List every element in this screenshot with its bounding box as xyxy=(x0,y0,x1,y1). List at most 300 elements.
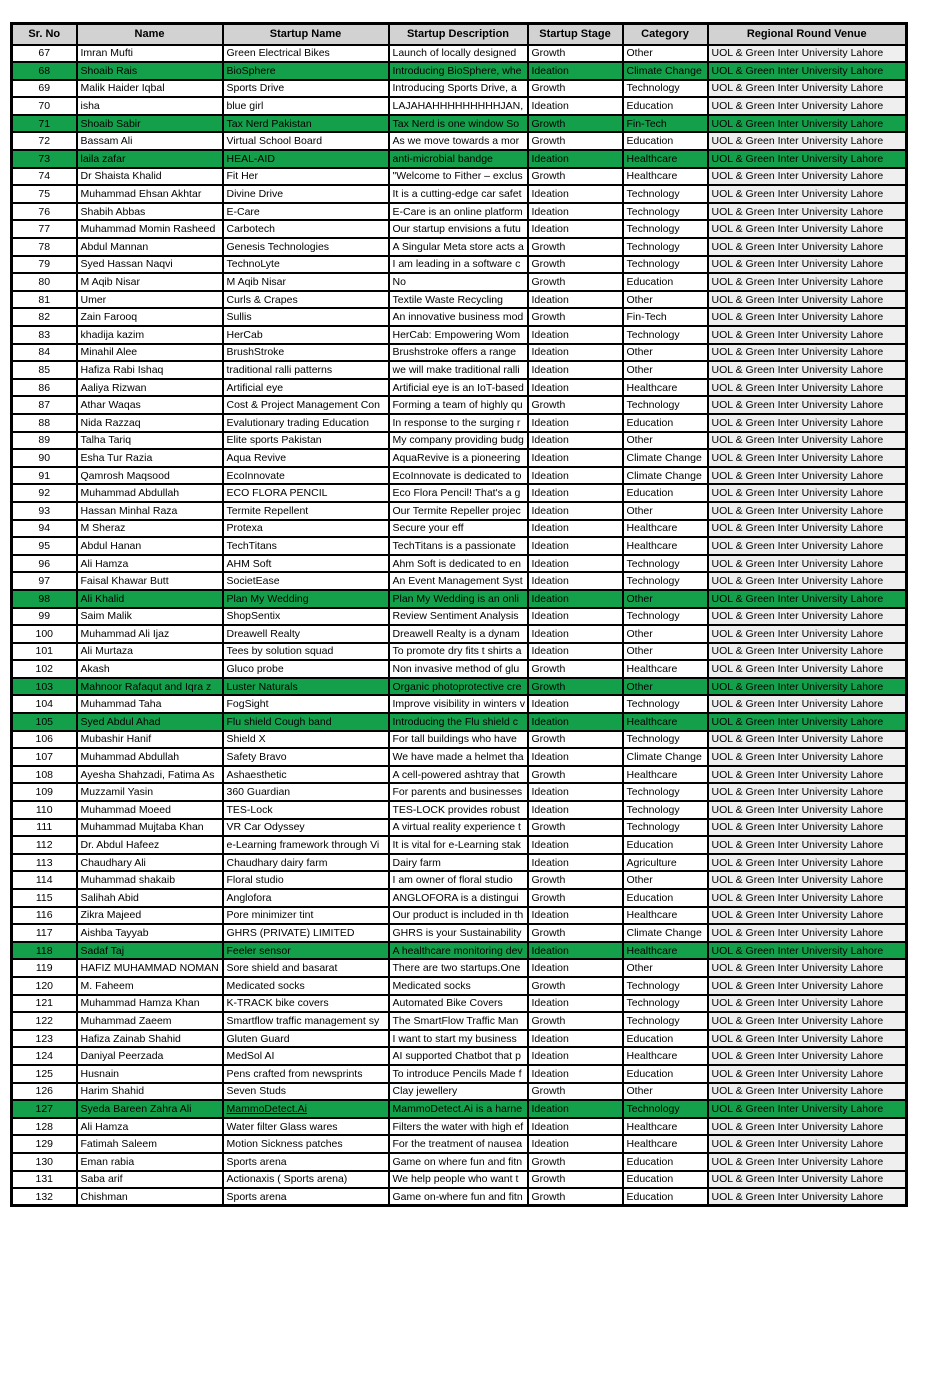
startup-stage-cell: Ideation xyxy=(528,1100,623,1118)
table-row xyxy=(12,836,907,854)
table-row xyxy=(12,942,907,960)
startup-stage-cell: Ideation xyxy=(528,379,623,397)
table-row xyxy=(12,379,907,397)
category-cell: Healthcare xyxy=(623,168,708,186)
venue-cell: UOL & Green Inter University Lahore xyxy=(708,308,907,326)
table-row xyxy=(12,132,907,150)
table-row xyxy=(12,396,907,414)
startup-name-link[interactable]: MammoDetect.Ai xyxy=(226,1102,308,1115)
startup-description-cell: To introduce Pencils Made f xyxy=(389,1065,528,1083)
sr-no-cell: 91 xyxy=(12,467,77,485)
name-cell: Hassan Minhal Raza xyxy=(77,502,223,520)
venue-cell: UOL & Green Inter University Lahore xyxy=(708,819,907,837)
startup-name-cell: Sullis xyxy=(223,308,389,326)
sr-no-cell: 113 xyxy=(12,854,77,872)
startup-description-cell: AI supported Chatbot that p xyxy=(389,1047,528,1065)
startup-name-cell: M Aqib Nisar xyxy=(223,273,389,291)
startup-description-cell: A Singular Meta store acts a xyxy=(389,238,528,256)
sr-no-cell: 127 xyxy=(12,1100,77,1118)
category-cell: Technology xyxy=(623,555,708,573)
table-row xyxy=(12,924,907,942)
startup-description-cell: Review Sentiment Analysis xyxy=(389,608,528,626)
category-cell: Healthcare xyxy=(623,379,708,397)
venue-cell: UOL & Green Inter University Lahore xyxy=(708,783,907,801)
startup-description-cell: I want to start my business xyxy=(389,1030,528,1048)
sr-no-cell: 76 xyxy=(12,203,77,221)
category-cell: Fin-Tech xyxy=(623,115,708,133)
table-row xyxy=(12,590,907,608)
sr-no-cell: 121 xyxy=(12,995,77,1013)
startup-description-cell: EcoInnovate is dedicated to xyxy=(389,467,528,485)
sr-no-cell: 122 xyxy=(12,1012,77,1030)
name-cell: Muhammad Hamza Khan xyxy=(77,995,223,1013)
sr-no-cell: 71 xyxy=(12,115,77,133)
category-cell: Technology xyxy=(623,783,708,801)
category-cell: Technology xyxy=(623,256,708,274)
startup-stage-cell: Ideation xyxy=(528,748,623,766)
startup-stage-cell: Ideation xyxy=(528,643,623,661)
category-cell: Technology xyxy=(623,1100,708,1118)
category-cell: Other xyxy=(623,625,708,643)
name-cell: Ali Hamza xyxy=(77,555,223,573)
startup-description-cell: Textile Waste Recycling xyxy=(389,291,528,309)
category-cell: Technology xyxy=(623,977,708,995)
name-cell: Muhammad Abdullah xyxy=(77,484,223,502)
table-row xyxy=(12,150,907,168)
table-row xyxy=(12,308,907,326)
startup-stage-cell: Ideation xyxy=(528,62,623,80)
table-row xyxy=(12,344,907,362)
venue-cell: UOL & Green Inter University Lahore xyxy=(708,871,907,889)
category-cell: Climate Change xyxy=(623,62,708,80)
venue-cell: UOL & Green Inter University Lahore xyxy=(708,326,907,344)
startup-description-cell: LAJAHAHHHHHHHHHJAN, xyxy=(389,97,528,115)
table-row xyxy=(12,432,907,450)
startup-name-cell: Sports Drive xyxy=(223,80,389,98)
startup-name-cell: Anglofora xyxy=(223,889,389,907)
sr-no-cell: 119 xyxy=(12,959,77,977)
name-cell: Ali Khalid xyxy=(77,590,223,608)
sr-no-cell: 68 xyxy=(12,62,77,80)
table-row xyxy=(12,1135,907,1153)
category-cell: Healthcare xyxy=(623,150,708,168)
startup-name-cell: Sore shield and basarat xyxy=(223,959,389,977)
sr-no-cell: 101 xyxy=(12,643,77,661)
venue-cell: UOL & Green Inter University Lahore xyxy=(708,572,907,590)
table-header xyxy=(12,24,907,45)
startup-stage-cell: Ideation xyxy=(528,1030,623,1048)
startup-name-cell: Motion Sickness patches xyxy=(223,1135,389,1153)
startup-stage-cell: Growth xyxy=(528,766,623,784)
startup-description-cell: anti-microbial bandge xyxy=(389,150,528,168)
startup-stage-cell: Growth xyxy=(528,1188,623,1206)
startup-stage-cell: Ideation xyxy=(528,1135,623,1153)
startup-stage-cell: Ideation xyxy=(528,361,623,379)
table-row xyxy=(12,1083,907,1101)
name-cell: Qamrosh Maqsood xyxy=(77,467,223,485)
table-row xyxy=(12,185,907,203)
startup-description-cell: Secure your eff xyxy=(389,520,528,538)
venue-cell: UOL & Green Inter University Lahore xyxy=(708,924,907,942)
startup-name-cell: EcoInnovate xyxy=(223,467,389,485)
name-cell: Zain Farooq xyxy=(77,308,223,326)
name-cell: Muhammad Abdullah xyxy=(77,748,223,766)
startup-stage-cell: Ideation xyxy=(528,959,623,977)
category-cell: Education xyxy=(623,273,708,291)
venue-cell: UOL & Green Inter University Lahore xyxy=(708,643,907,661)
startup-stage-cell: Ideation xyxy=(528,537,623,555)
startup-description-cell: Our Termite Repeller projec xyxy=(389,502,528,520)
sr-no-cell: 99 xyxy=(12,608,77,626)
sr-no-cell: 112 xyxy=(12,836,77,854)
venue-cell: UOL & Green Inter University Lahore xyxy=(708,379,907,397)
startup-stage-cell: Growth xyxy=(528,819,623,837)
startup-stage-cell: Growth xyxy=(528,1083,623,1101)
startup-stage-cell: Growth xyxy=(528,889,623,907)
startup-name-cell: Elite sports Pakistan xyxy=(223,432,389,450)
sr-no-cell: 78 xyxy=(12,238,77,256)
startup-description-cell: Filters the water with high ef xyxy=(389,1118,528,1136)
table-row xyxy=(12,1153,907,1171)
sr-no-cell: 123 xyxy=(12,1030,77,1048)
venue-cell: UOL & Green Inter University Lahore xyxy=(708,273,907,291)
category-cell: Education xyxy=(623,1171,708,1189)
startup-name-cell: Shield X xyxy=(223,731,389,749)
sr-no-cell: 118 xyxy=(12,942,77,960)
table-row xyxy=(12,1065,907,1083)
name-cell: Akash xyxy=(77,660,223,678)
sr-no-cell: 72 xyxy=(12,132,77,150)
category-cell: Healthcare xyxy=(623,942,708,960)
startup-name-cell: Sports arena xyxy=(223,1153,389,1171)
name-cell: Saim Malik xyxy=(77,608,223,626)
category-cell: Climate Change xyxy=(623,449,708,467)
startup-description-cell: TES-LOCK provides robust xyxy=(389,801,528,819)
startup-stage-cell: Ideation xyxy=(528,695,623,713)
venue-cell: UOL & Green Inter University Lahore xyxy=(708,889,907,907)
name-cell: Mahnoor Rafaqut and Iqra z xyxy=(77,678,223,696)
category-cell: Technology xyxy=(623,731,708,749)
name-cell: isha xyxy=(77,97,223,115)
startup-description-cell: An Event Management Syst xyxy=(389,572,528,590)
table-row xyxy=(12,361,907,379)
startup-stage-cell: Ideation xyxy=(528,291,623,309)
table-row xyxy=(12,748,907,766)
table-row xyxy=(12,520,907,538)
sr-no-cell: 111 xyxy=(12,819,77,837)
venue-cell: UOL & Green Inter University Lahore xyxy=(708,555,907,573)
table-row xyxy=(12,1171,907,1189)
startup-stage-cell: Ideation xyxy=(528,1065,623,1083)
startup-description-cell: It is a cutting-edge car safet xyxy=(389,185,528,203)
table-row xyxy=(12,168,907,186)
table-row xyxy=(12,291,907,309)
startup-name-cell: blue girl xyxy=(223,97,389,115)
category-cell: Healthcare xyxy=(623,1135,708,1153)
startup-name-cell: Fit Her xyxy=(223,168,389,186)
table-row xyxy=(12,414,907,432)
startup-description-cell: Game on-where fun and fitn xyxy=(389,1188,528,1206)
startup-name-cell: GHRS (PRIVATE) LIMITED xyxy=(223,924,389,942)
name-cell: Husnain xyxy=(77,1065,223,1083)
table-row xyxy=(12,871,907,889)
startup-name-cell: Dreawell Realty xyxy=(223,625,389,643)
startup-stage-cell: Ideation xyxy=(528,590,623,608)
startup-stage-cell: Growth xyxy=(528,977,623,995)
name-cell: Talha Tariq xyxy=(77,432,223,450)
sr-no-cell: 120 xyxy=(12,977,77,995)
sr-no-cell: 93 xyxy=(12,502,77,520)
table-row xyxy=(12,854,907,872)
startup-description-cell: Medicated socks xyxy=(389,977,528,995)
startup-description-cell: "Welcome to Fither – exclus xyxy=(389,168,528,186)
startup-description-cell: Launch of locally designed xyxy=(389,45,528,63)
startup-name-cell: Medicated socks xyxy=(223,977,389,995)
name-cell: Shoaib Rais xyxy=(77,62,223,80)
category-cell: Healthcare xyxy=(623,1118,708,1136)
sr-no-cell: 128 xyxy=(12,1118,77,1136)
sr-no-cell: 107 xyxy=(12,748,77,766)
sr-no-cell: 77 xyxy=(12,220,77,238)
venue-cell: UOL & Green Inter University Lahore xyxy=(708,1118,907,1136)
name-cell: Aaliya Rizwan xyxy=(77,379,223,397)
table-row xyxy=(12,273,907,291)
name-cell: Esha Tur Razia xyxy=(77,449,223,467)
startup-name-cell: Ashaesthetic xyxy=(223,766,389,784)
startup-name-cell: TES-Lock xyxy=(223,801,389,819)
header-regional-round-venue: Regional Round Venue xyxy=(708,24,907,45)
venue-cell: UOL & Green Inter University Lahore xyxy=(708,625,907,643)
name-cell: Muhammad Ali Ijaz xyxy=(77,625,223,643)
startup-name-cell: SocietEase xyxy=(223,572,389,590)
venue-cell: UOL & Green Inter University Lahore xyxy=(708,256,907,274)
sr-no-cell: 75 xyxy=(12,185,77,203)
venue-cell: UOL & Green Inter University Lahore xyxy=(708,1135,907,1153)
venue-cell: UOL & Green Inter University Lahore xyxy=(708,1171,907,1189)
startup-description-cell: No xyxy=(389,273,528,291)
table-row xyxy=(12,995,907,1013)
startup-description-cell: Introducing the Flu shield c xyxy=(389,713,528,731)
startup-description-cell: To promote dry fits t shirts a xyxy=(389,643,528,661)
sr-no-cell: 114 xyxy=(12,871,77,889)
startup-description-cell: My company providing budg xyxy=(389,432,528,450)
category-cell: Healthcare xyxy=(623,907,708,925)
name-cell: Syed Abdul Ahad xyxy=(77,713,223,731)
name-cell: Malik Haider Iqbal xyxy=(77,80,223,98)
venue-cell: UOL & Green Inter University Lahore xyxy=(708,1065,907,1083)
startup-name-cell: BioSphere xyxy=(223,62,389,80)
startup-stage-cell: Growth xyxy=(528,660,623,678)
table-row xyxy=(12,731,907,749)
category-cell: Technology xyxy=(623,326,708,344)
sr-no-cell: 109 xyxy=(12,783,77,801)
sr-no-cell: 98 xyxy=(12,590,77,608)
table-row xyxy=(12,608,907,626)
startup-description-cell: We help people who want t xyxy=(389,1171,528,1189)
table-row xyxy=(12,484,907,502)
startup-stage-cell: Ideation xyxy=(528,1118,623,1136)
venue-cell: UOL & Green Inter University Lahore xyxy=(708,590,907,608)
venue-cell: UOL & Green Inter University Lahore xyxy=(708,396,907,414)
venue-cell: UOL & Green Inter University Lahore xyxy=(708,150,907,168)
table-row xyxy=(12,326,907,344)
name-cell: Fatimah Saleem xyxy=(77,1135,223,1153)
sr-no-cell: 131 xyxy=(12,1171,77,1189)
startup-stage-cell: Growth xyxy=(528,80,623,98)
table-row xyxy=(12,977,907,995)
category-cell: Technology xyxy=(623,695,708,713)
sr-no-cell: 89 xyxy=(12,432,77,450)
startup-name-cell: traditional ralli patterns xyxy=(223,361,389,379)
table-body xyxy=(12,45,907,1206)
startup-description-cell: There are two startups.One xyxy=(389,959,528,977)
category-cell: Other xyxy=(623,959,708,977)
venue-cell: UOL & Green Inter University Lahore xyxy=(708,467,907,485)
name-cell: Minahil Alee xyxy=(77,344,223,362)
sr-no-cell: 100 xyxy=(12,625,77,643)
name-cell: Eman rabia xyxy=(77,1153,223,1171)
sr-no-cell: 116 xyxy=(12,907,77,925)
startup-description-cell: An innovative business mod xyxy=(389,308,528,326)
sr-no-cell: 85 xyxy=(12,361,77,379)
header-startup-description: Startup Description xyxy=(389,24,528,45)
name-cell: Salihah Abid xyxy=(77,889,223,907)
venue-cell: UOL & Green Inter University Lahore xyxy=(708,959,907,977)
startup-stage-cell: Ideation xyxy=(528,150,623,168)
category-cell: Healthcare xyxy=(623,1047,708,1065)
venue-cell: UOL & Green Inter University Lahore xyxy=(708,414,907,432)
table-row xyxy=(12,695,907,713)
sr-no-cell: 70 xyxy=(12,97,77,115)
name-cell: Abdul Hanan xyxy=(77,537,223,555)
startup-stage-cell: Growth xyxy=(528,115,623,133)
venue-cell: UOL & Green Inter University Lahore xyxy=(708,766,907,784)
header-category: Category xyxy=(623,24,708,45)
table-row xyxy=(12,256,907,274)
table-row xyxy=(12,783,907,801)
startup-description-cell: As we move towards a mor xyxy=(389,132,528,150)
sr-no-cell: 84 xyxy=(12,344,77,362)
startup-stage-cell: Growth xyxy=(528,168,623,186)
venue-cell: UOL & Green Inter University Lahore xyxy=(708,45,907,63)
startup-name-cell: Seven Studs xyxy=(223,1083,389,1101)
startup-stage-cell: Growth xyxy=(528,273,623,291)
sr-no-cell: 124 xyxy=(12,1047,77,1065)
category-cell: Education xyxy=(623,97,708,115)
sr-no-cell: 95 xyxy=(12,537,77,555)
startup-name-cell: Chaudhary dairy farm xyxy=(223,854,389,872)
venue-cell: UOL & Green Inter University Lahore xyxy=(708,238,907,256)
header-startup-name: Startup Name xyxy=(223,24,389,45)
name-cell: Ali Murtaza xyxy=(77,643,223,661)
venue-cell: UOL & Green Inter University Lahore xyxy=(708,115,907,133)
table-row xyxy=(12,45,907,63)
name-cell: Muzzamil Yasin xyxy=(77,783,223,801)
startup-name-cell: Protexa xyxy=(223,520,389,538)
startup-name-cell: Evalutionary trading Education xyxy=(223,414,389,432)
venue-cell: UOL & Green Inter University Lahore xyxy=(708,203,907,221)
name-cell: Ayesha Shahzadi, Fatima As xyxy=(77,766,223,784)
startup-description-cell: For parents and businesses xyxy=(389,783,528,801)
category-cell: Other xyxy=(623,502,708,520)
table-row xyxy=(12,801,907,819)
sr-no-cell: 104 xyxy=(12,695,77,713)
name-cell: Shoaib Sabir xyxy=(77,115,223,133)
startup-stage-cell: Ideation xyxy=(528,907,623,925)
category-cell: Education xyxy=(623,1065,708,1083)
name-cell: Muhammad Ehsan Akhtar xyxy=(77,185,223,203)
table-row xyxy=(12,1030,907,1048)
startup-stage-cell: Ideation xyxy=(528,502,623,520)
startup-name-cell: Luster Naturals xyxy=(223,678,389,696)
name-cell: Imran Mufti xyxy=(77,45,223,63)
startup-description-cell: we will make traditional ralli xyxy=(389,361,528,379)
category-cell: Climate Change xyxy=(623,924,708,942)
table-row xyxy=(12,80,907,98)
name-cell: Muhammad Zaeem xyxy=(77,1012,223,1030)
startup-stage-cell: Ideation xyxy=(528,220,623,238)
startup-name-cell: Aqua Revive xyxy=(223,449,389,467)
startup-description-cell: AquaRevive is a pioneering xyxy=(389,449,528,467)
name-cell: Zikra Majeed xyxy=(77,907,223,925)
startup-stage-cell: Ideation xyxy=(528,995,623,1013)
startup-stage-cell: Growth xyxy=(528,1012,623,1030)
venue-cell: UOL & Green Inter University Lahore xyxy=(708,977,907,995)
category-cell: Education xyxy=(623,1153,708,1171)
venue-cell: UOL & Green Inter University Lahore xyxy=(708,484,907,502)
sr-no-cell: 117 xyxy=(12,924,77,942)
name-cell: Aishba Tayyab xyxy=(77,924,223,942)
startup-name-cell: Water filter Glass wares xyxy=(223,1118,389,1136)
startup-stage-cell: Growth xyxy=(528,924,623,942)
sr-no-cell: 74 xyxy=(12,168,77,186)
startup-stage-cell: Ideation xyxy=(528,203,623,221)
startup-name-cell: TechTitans xyxy=(223,537,389,555)
category-cell: Technology xyxy=(623,203,708,221)
venue-cell: UOL & Green Inter University Lahore xyxy=(708,97,907,115)
header-sr-no: Sr. No xyxy=(12,24,77,45)
startup-name-cell: Flu shield Cough band xyxy=(223,713,389,731)
startup-description-cell: Organic photoprotective cre xyxy=(389,678,528,696)
header-startup-stage: Startup Stage xyxy=(528,24,623,45)
table-row xyxy=(12,907,907,925)
category-cell: Other xyxy=(623,678,708,696)
table-row xyxy=(12,678,907,696)
sr-no-cell: 97 xyxy=(12,572,77,590)
category-cell: Technology xyxy=(623,995,708,1013)
name-cell: Dr Shaista Khalid xyxy=(77,168,223,186)
startup-stage-cell: Ideation xyxy=(528,449,623,467)
startup-name-cell: FogSight xyxy=(223,695,389,713)
startup-name-cell: Divine Drive xyxy=(223,185,389,203)
startup-description-cell: MammoDetect.Ai is a harne xyxy=(389,1100,528,1118)
startup-name-cell: Gluco probe xyxy=(223,660,389,678)
venue-cell: UOL & Green Inter University Lahore xyxy=(708,695,907,713)
category-cell: Technology xyxy=(623,572,708,590)
sr-no-cell: 90 xyxy=(12,449,77,467)
venue-cell: UOL & Green Inter University Lahore xyxy=(708,678,907,696)
sr-no-cell: 110 xyxy=(12,801,77,819)
category-cell: Education xyxy=(623,132,708,150)
table-row xyxy=(12,1047,907,1065)
category-cell: Technology xyxy=(623,819,708,837)
sr-no-cell: 69 xyxy=(12,80,77,98)
name-cell: Sadaf Taj xyxy=(77,942,223,960)
startup-description-cell: We have made a helmet tha xyxy=(389,748,528,766)
startup-name-cell: MedSol AI xyxy=(223,1047,389,1065)
name-cell: Hafiza Zainab Shahid xyxy=(77,1030,223,1048)
name-cell: Athar Waqas xyxy=(77,396,223,414)
